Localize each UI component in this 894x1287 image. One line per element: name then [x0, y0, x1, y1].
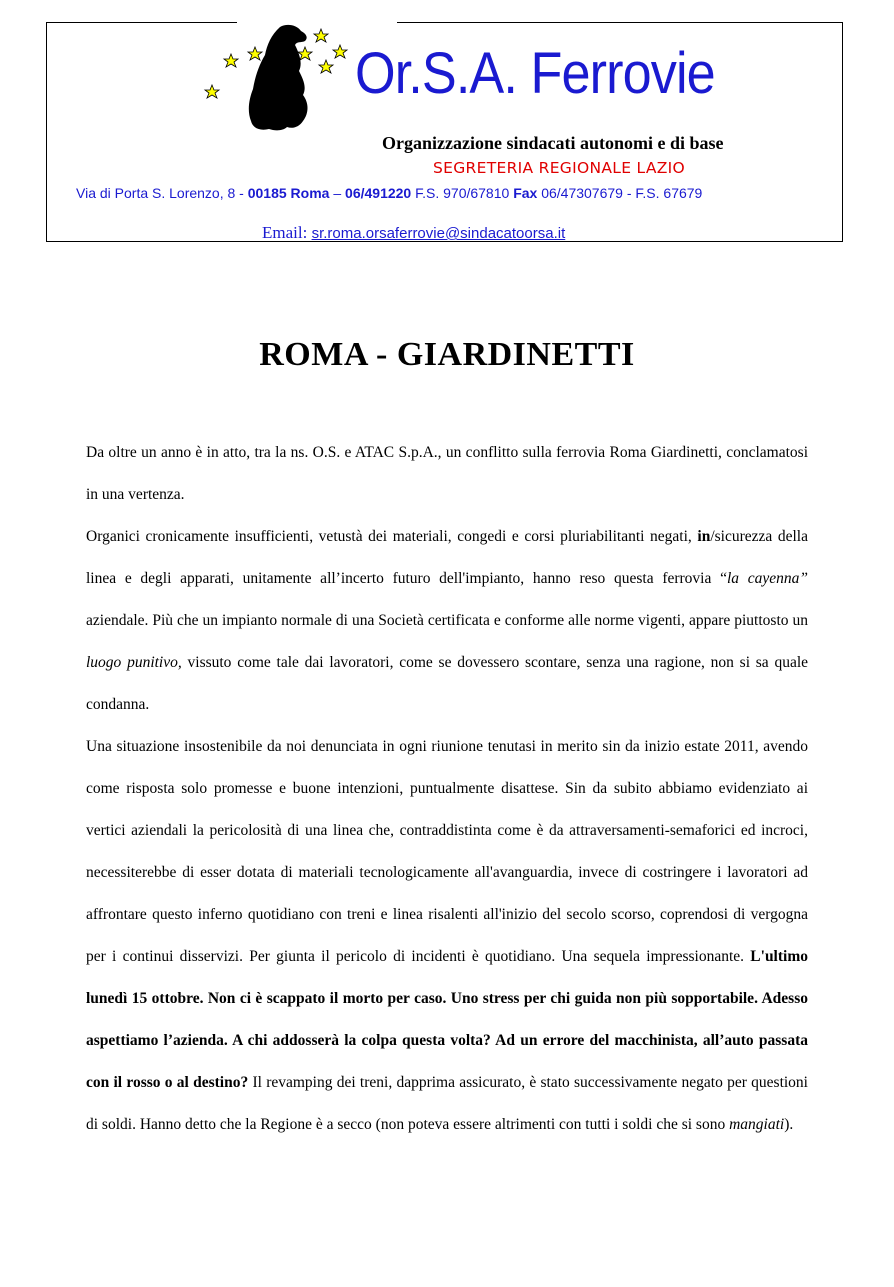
- star-icon: [333, 45, 347, 58]
- paragraph: [86, 726, 808, 1146]
- address-fax: 06/47307679 - F.S. 67679: [537, 185, 703, 201]
- contact-address: [76, 183, 801, 203]
- paragraph-bold-text: in: [697, 528, 711, 545]
- paragraph-italic-text: mangiati: [729, 1116, 785, 1133]
- email-label: Email:: [262, 223, 312, 242]
- paragraph-text: aziendale. Più che un impianto normale di una Società certificata e conforme alle norme vigenti, appare piuttosto un: [86, 612, 808, 629]
- letterhead-box: [46, 22, 843, 242]
- paragraph-italic-text: la cayenna”: [726, 570, 808, 587]
- star-icon: [224, 54, 238, 67]
- paragraph-text: ).: [784, 1116, 794, 1133]
- address-phone: 06/491220: [345, 185, 412, 201]
- fax-label: Fax: [513, 185, 538, 201]
- address-postal-code: 00185 Roma: [247, 185, 330, 201]
- star-icon: [319, 60, 333, 73]
- paragraph-text: Il revamping dei treni, dapprima assicurato, è stato successivamente negato per questioni di soldi. Hanno detto che la Regione è a secco (non poteva essere altrimenti con tutti i soldi che si sono: [86, 1074, 808, 1133]
- star-icon: [205, 85, 219, 98]
- document-title: ROMA - GIARDINETTI: [259, 336, 635, 373]
- paragraph-text: /sicurezza della linea e degli apparati, unitamente all’incerto futuro dell'impianto, hanno reso questa ferrovia “: [86, 528, 808, 587]
- address-fs-phone: F.S. 970/67810: [411, 185, 514, 201]
- paragraph: Da oltre un anno è in atto, tra la ns. O.S. e ATAC S.p.A., un conflitto sulla ferrovia Roma Giardinetti, conclamatosi in una vertenza.: [86, 444, 808, 503]
- address-street: Via di Porta S. Lorenzo, 8 -: [76, 185, 248, 201]
- regional-secretariat: SEGRETERIA REGIONALE LAZIO: [433, 159, 686, 177]
- paragraph-text: Una situazione insostenibile da noi denunciata in ogni riunione tenutasi in merito sin da inizio estate 2011, avendo come risposta solo promesse e buone intenzioni, puntualmente disattese. Sin da subito abbiamo evidenziato ai vertici aziendali la pericolosità di una linea che, contraddistinta come è da attraversamenti-semaforici ed incroci, necessiterebbe di esser dotata di materiali tecnologicamente all'avanguardia, invece di costringere i lavoratori ad affrontare questo inferno quotidiano con treni e linea risalenti all'inizio del secolo scorso, coprendosi di vergogna per i continui disservizi. Per giunta il pericolo di incidenti è quotidiano. Una sequela impressionante.: [86, 738, 808, 965]
- star-icon: [248, 47, 262, 60]
- email-row: [262, 223, 565, 243]
- email-link[interactable]: sr.roma.orsaferrovie@sindacatoorsa.it: [311, 225, 566, 242]
- logo-wordmark: Or.S.A. Ferrovie: [355, 41, 715, 106]
- document-body: [86, 432, 808, 1146]
- paragraph-text: vissuto come tale dai lavoratori, come se dovessero scontare, senza una ragione, non si sa quale condanna.: [86, 654, 809, 713]
- paragraph-italic-text: luogo punitivo,: [86, 654, 182, 671]
- paragraph: [86, 516, 808, 726]
- address-separator: –: [329, 185, 346, 201]
- star-icon: [314, 29, 328, 42]
- paragraph-text: Organici cronicamente insufficienti, vetustà dei materiali, congedi e corsi pluriabilitanti negati,: [86, 528, 698, 545]
- star-icon: [298, 47, 312, 60]
- bear-logo-icon: [47, 23, 357, 138]
- paragraph-bold-text: L'ultimo lunedì 15 ottobre. Non ci è scappato il morto per caso. Uno stress per chi guida non più sopportabile. Adesso aspettiamo l’azienda. A chi addosserà la colpa questa volta? Ad un errore del macchinista, all’auto passata con il rosso o al destino?: [86, 948, 808, 1091]
- organization-name: Organizzazione sindacati autonomi e di base: [382, 133, 724, 153]
